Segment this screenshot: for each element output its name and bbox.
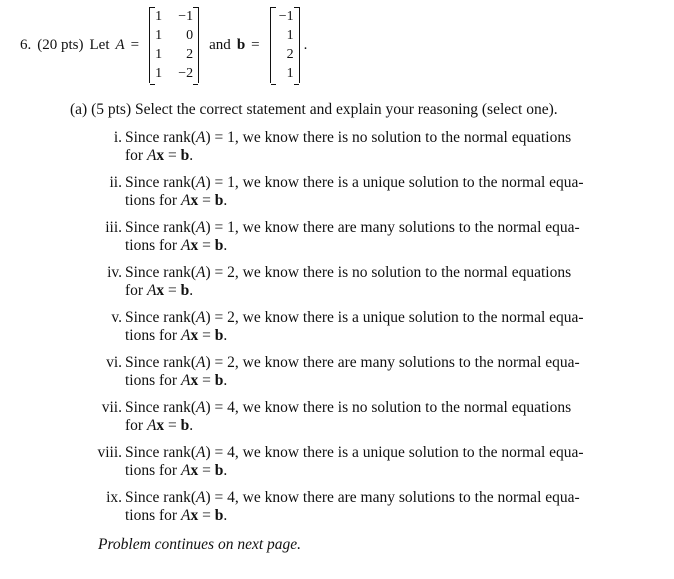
equation-period: . bbox=[223, 462, 228, 479]
rank-argument: A bbox=[196, 264, 206, 281]
equation-x: x bbox=[156, 147, 165, 164]
option-line-2 bbox=[125, 237, 227, 255]
rank-close: ) = bbox=[205, 174, 228, 191]
since-rank-text: Since rank( bbox=[125, 174, 197, 191]
matrix-a-cell: 0 bbox=[186, 28, 194, 43]
problem-statement bbox=[20, 3, 307, 87]
equation-b: b bbox=[180, 417, 190, 434]
rank-value: 4 bbox=[227, 444, 235, 461]
part-a-text: (5 pts) Select the correct statement and explain your reasoning (select one). bbox=[91, 101, 558, 118]
equation-x: x bbox=[190, 192, 199, 209]
option-number: ii. bbox=[109, 174, 122, 191]
equation-equals: = bbox=[198, 327, 215, 344]
rank-value: 1 bbox=[227, 174, 235, 191]
vector-symbol: b bbox=[236, 36, 246, 53]
equation-b: b bbox=[180, 282, 190, 299]
option-continuation: tions for bbox=[125, 237, 181, 254]
rank-argument: A bbox=[196, 219, 206, 236]
equation-period: . bbox=[189, 282, 194, 299]
rank-argument: A bbox=[196, 129, 206, 146]
equation-a: A bbox=[180, 237, 191, 254]
rank-value: 1 bbox=[227, 219, 235, 236]
rank-close: ) = bbox=[205, 444, 228, 461]
equals-sign-2: = bbox=[251, 36, 260, 53]
equation-x: x bbox=[190, 462, 199, 479]
equation-b: b bbox=[214, 507, 224, 524]
rank-argument: A bbox=[196, 174, 206, 191]
equation-x: x bbox=[190, 327, 199, 344]
option-continuation: for bbox=[125, 282, 147, 299]
option-line-2 bbox=[125, 327, 227, 345]
since-rank-text: Since rank( bbox=[125, 129, 197, 146]
option-number: i. bbox=[113, 129, 122, 146]
since-rank-text: Since rank( bbox=[125, 399, 197, 416]
option-number: vii. bbox=[101, 399, 122, 416]
since-rank-text: Since rank( bbox=[125, 219, 197, 236]
footer-note: Problem continues on next page. bbox=[98, 536, 302, 553]
rank-close: ) = bbox=[205, 264, 228, 281]
matrix-a-cell: 1 bbox=[155, 47, 163, 62]
part-a-label: (a) bbox=[70, 101, 88, 118]
rank-value: 4 bbox=[227, 489, 235, 506]
option-line-1 bbox=[125, 219, 580, 237]
matrix-symbol: A bbox=[115, 36, 125, 53]
option-continuation: tions for bbox=[125, 192, 181, 209]
option-statement: , we know there are many solutions to the normal equa- bbox=[234, 354, 580, 371]
problem-period: . bbox=[303, 36, 308, 53]
and-text: and bbox=[209, 36, 231, 53]
matrix-a-cell: −2 bbox=[178, 66, 194, 81]
rank-close: ) = bbox=[205, 309, 228, 326]
equation-period: . bbox=[223, 372, 228, 389]
rank-argument: A bbox=[196, 399, 206, 416]
equation-x: x bbox=[156, 417, 165, 434]
equation-x: x bbox=[156, 282, 165, 299]
option-number: v. bbox=[111, 309, 122, 326]
let-text: Let bbox=[89, 36, 110, 53]
equation-b: b bbox=[214, 192, 224, 209]
matrix-a-cell: −1 bbox=[178, 9, 194, 24]
option-continuation: tions for bbox=[125, 372, 181, 389]
rank-close: ) = bbox=[205, 219, 228, 236]
since-rank-text: Since rank( bbox=[125, 489, 197, 506]
equation-a: A bbox=[146, 417, 157, 434]
vector-b-cell: 1 bbox=[286, 28, 294, 43]
part-a-prompt bbox=[70, 101, 558, 119]
equation-x: x bbox=[190, 507, 199, 524]
equation-period: . bbox=[189, 417, 194, 434]
rank-value: 2 bbox=[227, 264, 235, 281]
option-line-1 bbox=[125, 489, 580, 507]
rank-argument: A bbox=[196, 444, 206, 461]
option-line-2 bbox=[125, 282, 193, 300]
option-line-2 bbox=[125, 507, 227, 525]
rank-close: ) = bbox=[205, 129, 228, 146]
rank-value: 4 bbox=[227, 399, 235, 416]
option-statement: , we know there is a unique solution to the normal equa- bbox=[234, 174, 584, 191]
matrix-a bbox=[149, 7, 199, 83]
option-statement: , we know there is a unique solution to the normal equa- bbox=[234, 444, 584, 461]
rank-close: ) = bbox=[205, 399, 228, 416]
rank-value: 2 bbox=[227, 354, 235, 371]
equation-equals: = bbox=[164, 282, 181, 299]
option-line-2 bbox=[125, 372, 227, 390]
rank-argument: A bbox=[196, 354, 206, 371]
equation-b: b bbox=[214, 327, 224, 344]
equation-b: b bbox=[214, 237, 224, 254]
option-continuation: for bbox=[125, 417, 147, 434]
equation-equals: = bbox=[198, 372, 215, 389]
option-statement: , we know there is a unique solution to the normal equa- bbox=[234, 309, 584, 326]
option-continuation: tions for bbox=[125, 327, 181, 344]
option-statement: , we know there is no solution to the normal equations bbox=[234, 129, 572, 146]
rank-value: 1 bbox=[227, 129, 235, 146]
rank-close: ) = bbox=[205, 489, 228, 506]
equation-equals: = bbox=[164, 417, 181, 434]
equation-a: A bbox=[146, 282, 157, 299]
equation-period: . bbox=[223, 507, 228, 524]
option-statement: , we know there is no solution to the normal equations bbox=[234, 399, 572, 416]
equation-b: b bbox=[180, 147, 190, 164]
matrix-a-cell: 1 bbox=[155, 9, 163, 24]
equation-period: . bbox=[223, 192, 228, 209]
option-line-2 bbox=[125, 147, 193, 165]
matrix-a-cell: 1 bbox=[155, 66, 163, 81]
equals-sign: = bbox=[130, 36, 140, 53]
equation-a: A bbox=[180, 327, 191, 344]
option-continuation: tions for bbox=[125, 462, 181, 479]
option-line-2 bbox=[125, 192, 227, 210]
equation-a: A bbox=[180, 462, 191, 479]
rank-value: 2 bbox=[227, 309, 235, 326]
vector-b-cell: 1 bbox=[286, 66, 294, 81]
vector-b-cell: −1 bbox=[278, 9, 294, 24]
rank-argument: A bbox=[196, 489, 206, 506]
equation-b: b bbox=[214, 462, 224, 479]
equation-period: . bbox=[189, 147, 194, 164]
rank-close: ) = bbox=[205, 354, 228, 371]
option-number: iii. bbox=[105, 219, 122, 236]
since-rank-text: Since rank( bbox=[125, 264, 197, 281]
equation-a: A bbox=[146, 147, 157, 164]
equation-x: x bbox=[190, 372, 199, 389]
option-line-1 bbox=[125, 174, 584, 192]
option-statement: , we know there are many solutions to the normal equa- bbox=[234, 219, 580, 236]
option-line-1 bbox=[125, 399, 571, 417]
option-line-2 bbox=[125, 417, 193, 435]
vector-b-cell: 2 bbox=[286, 47, 294, 62]
matrix-a-cell: 2 bbox=[186, 47, 194, 62]
option-line-1 bbox=[125, 264, 571, 282]
option-continuation: tions for bbox=[125, 507, 181, 524]
option-statement: , we know there are many solutions to the normal equa- bbox=[234, 489, 580, 506]
problem-number: 6. bbox=[20, 36, 32, 53]
equation-equals: = bbox=[198, 237, 215, 254]
equation-equals: = bbox=[198, 462, 215, 479]
equation-a: A bbox=[180, 507, 191, 524]
matrix-a-cell: 1 bbox=[155, 28, 163, 43]
option-number: ix. bbox=[106, 489, 122, 506]
equation-equals: = bbox=[198, 507, 215, 524]
option-number: viii. bbox=[97, 444, 122, 461]
rank-argument: A bbox=[196, 309, 206, 326]
option-line-1 bbox=[125, 354, 580, 372]
equation-equals: = bbox=[198, 192, 215, 209]
option-continuation: for bbox=[125, 147, 147, 164]
equation-a: A bbox=[180, 372, 191, 389]
since-rank-text: Since rank( bbox=[125, 354, 197, 371]
option-number: vi. bbox=[106, 354, 122, 371]
option-number: iv. bbox=[107, 264, 122, 281]
equation-x: x bbox=[190, 237, 199, 254]
equation-b: b bbox=[214, 372, 224, 389]
since-rank-text: Since rank( bbox=[125, 309, 197, 326]
equation-period: . bbox=[223, 327, 228, 344]
option-line-1 bbox=[125, 309, 584, 327]
equation-period: . bbox=[223, 237, 228, 254]
vector-b bbox=[270, 7, 300, 83]
option-line-1 bbox=[125, 129, 571, 147]
since-rank-text: Since rank( bbox=[125, 444, 197, 461]
equation-equals: = bbox=[164, 147, 181, 164]
option-line-1 bbox=[125, 444, 584, 462]
problem-points: (20 pts) bbox=[37, 36, 84, 53]
option-statement: , we know there is no solution to the normal equations bbox=[234, 264, 572, 281]
option-line-2 bbox=[125, 462, 227, 480]
equation-a: A bbox=[180, 192, 191, 209]
